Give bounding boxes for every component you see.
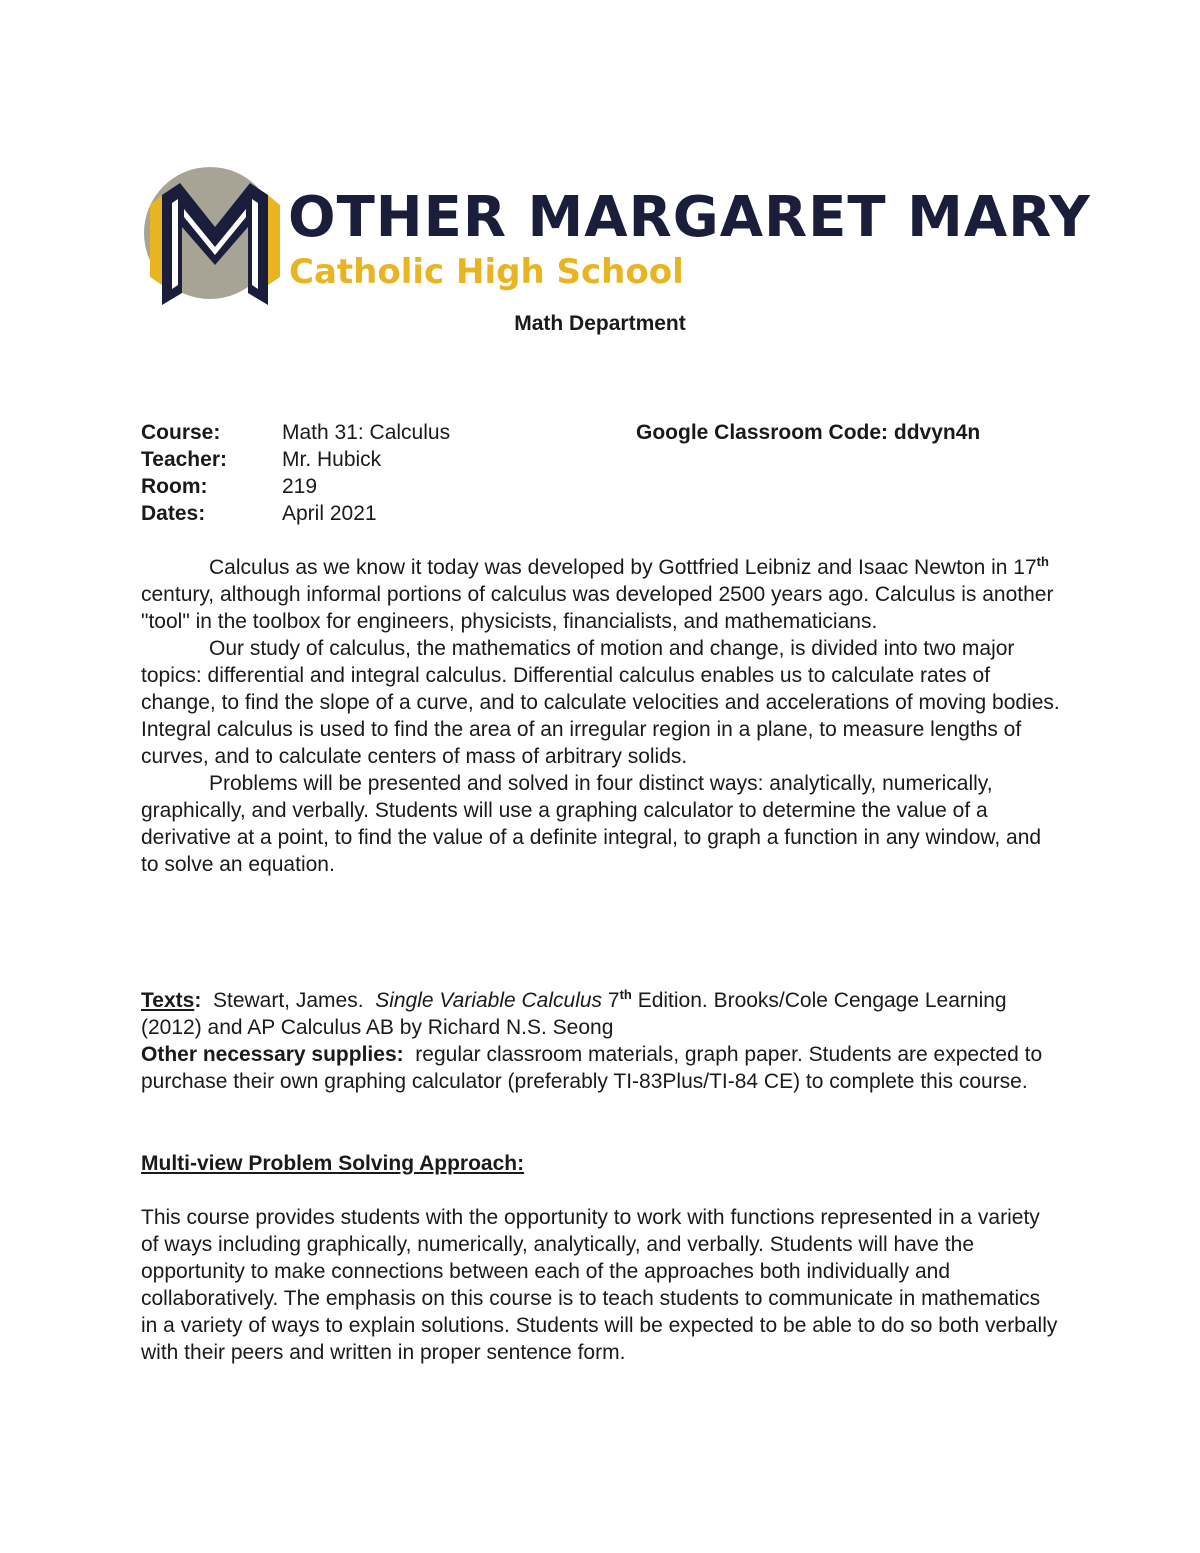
course-label: Course: (141, 421, 221, 444)
dates-label: Dates: (141, 502, 206, 525)
department-heading: Math Department (514, 312, 686, 335)
texts-publisher: Edition. Brooks/Cole Cengage Learning (2012) and AP Calculus AB by Richard N.S. Seong (141, 989, 1007, 1039)
superscript: th (619, 987, 632, 1002)
classroom-label: Google Classroom Code: (636, 421, 889, 444)
room-label: Room: (141, 475, 208, 498)
teacher-value: Mr. Hubick (282, 448, 382, 471)
supplies-text: regular classroom materials, graph paper. Students are expected to purchase their own graphing calculator (preferably TI-83Plus/TI-84 CE) to complete this course. (141, 1043, 1048, 1093)
intro-paragraph-1 (141, 554, 1061, 635)
dates-row (141, 500, 636, 527)
school-name: OTHER MARGARET MARY (288, 185, 1091, 250)
dates-value: April 2021 (282, 502, 377, 525)
classroom-code: ddvyn4n (893, 421, 981, 444)
texts-label: Texts (141, 989, 195, 1012)
intro-p1-text-2: century, although informal portions of calculus was developed 2500 years ago. Calculus is another "tool" in the toolbox for engineers, physicists, financialists, and mathematicians. (141, 583, 1054, 633)
course-value: Math 31: Calculus (282, 421, 451, 444)
supplies-paragraph (141, 1041, 1061, 1095)
texts-colon: : (194, 989, 202, 1012)
room-value: 219 (282, 475, 318, 498)
course-row (141, 419, 636, 446)
approach-paragraph: This course provides students with the opportunity to work with functions represented in a variety of ways including graphically, numerically, analytically, and verbally. Students will have the opportunity to make connections between each of the approaches both individually and collaboratively. The emphasis on this course is to teach students to communicate in mathematics in a variety of ways to explain solutions. Students will be expected to be able to do so both verbally with their peers and written in proper sentence form. (141, 1206, 1058, 1364)
superscript: th (1036, 554, 1049, 569)
approach-heading: Multi-view Problem Solving Approach: (141, 1152, 525, 1175)
texts-section (141, 987, 1061, 1095)
course-info (141, 419, 636, 527)
supplies-label: Other necessary supplies: (141, 1043, 404, 1066)
intro-paragraph-2: Our study of calculus, the mathematics of motion and change, is divided into two major topics: differential and integral calculus. Differential calculus enables us to calculate rates of change, to find the slope of a curve, and to calculate velocities and accelerations of moving bodies. Integral calculus is used to find the area of an irregular region in a plane, to measure lengths of curves, and to calculate centers of mass of arbitrary solids. (141, 637, 1060, 768)
texts-edition-num: 7 (602, 989, 620, 1012)
google-classroom-code (636, 419, 980, 446)
texts-paragraph (141, 987, 1061, 1041)
school-subtitle: Catholic High School (289, 252, 684, 292)
room-row (141, 473, 636, 500)
teacher-label: Teacher: (141, 448, 227, 471)
intro-p1-text: Calculus as we know it today was developed by Gottfried Leibniz and Isaac Newton in 17 (209, 556, 1037, 579)
approach-section (141, 1150, 1061, 1366)
teacher-row (141, 446, 636, 473)
mm-emblem-icon (140, 165, 290, 315)
texts-book-title: Single Variable Calculus (375, 989, 603, 1012)
intro-paragraph-3: Problems will be presented and solved in four distinct ways: analytically, numerically, graphically, and verbally. Students will use a graphing calculator to determine the value of a derivative at a point, to find the value of a definite integral, to graph a function in any window, and to solve an equation. (141, 772, 1042, 876)
intro-section (141, 554, 1061, 878)
texts-author: Stewart, James. (201, 989, 376, 1012)
